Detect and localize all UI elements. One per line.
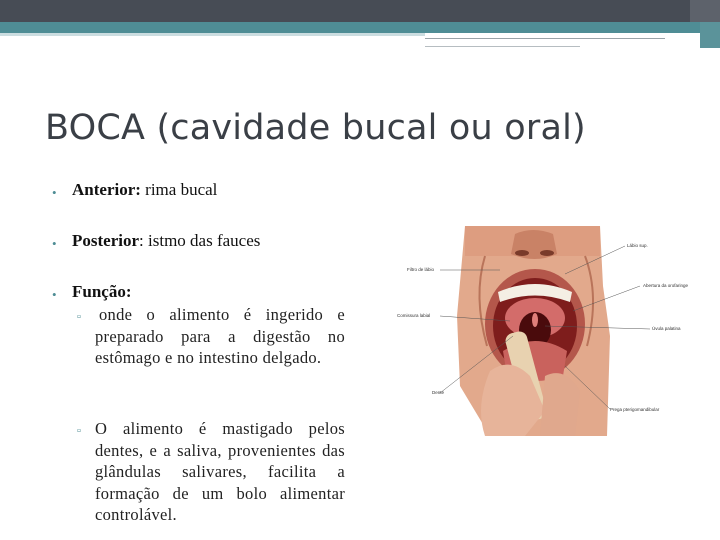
header-side-block (700, 22, 720, 48)
figure-label: Comissura labial (397, 313, 431, 318)
header-bar-light (0, 33, 425, 36)
mouth-illustration-svg (395, 226, 695, 436)
header-bar-corner (690, 0, 720, 22)
bullet-anterior (72, 180, 217, 200)
slide-title: BOCA (cavidade bucal ou oral) (45, 108, 586, 148)
sub-bullet-icon: ▫ (77, 425, 81, 437)
bullet-funcao-label: Função: (72, 282, 132, 301)
figure-label: Lábio sup. (627, 243, 648, 248)
bullet-posterior-text: : istmo das fauces (139, 231, 261, 250)
header-bar-dark (0, 0, 720, 22)
sub-bullet-icon: ▫ (77, 311, 81, 323)
figure-label: Filtro de lábio (407, 267, 435, 272)
header-bar-teal (0, 22, 720, 33)
sub-item-ingestao: onde o alimento é ingerido e preparado para a digestão no estômago e no intestino delgado. (95, 305, 345, 367)
header-rule-short (425, 46, 580, 47)
sub-item-mastigacao: O alimento é mastigado pelos dentes, e a saliva, provenientes das glândulas salivares, facilita a formação de um bolo alimentar controlável. (95, 419, 345, 524)
bullet-anterior-text: rima bucal (140, 180, 218, 199)
bullet-posterior (72, 231, 260, 251)
figure-label: Úvula palatina (652, 326, 681, 331)
bullet-funcao (72, 282, 132, 302)
mouth-anatomy-illustration (395, 226, 695, 436)
bullet-posterior-label: Posterior (72, 231, 140, 250)
bullet-dot-icon: • (52, 287, 57, 302)
header-rule (425, 38, 665, 39)
bullet-dot-icon: • (52, 185, 57, 200)
bullet-anterior-label: Anterior: (72, 180, 141, 199)
figure-label: Abertura da orofaringe (643, 283, 689, 288)
figure-label: Dente (432, 390, 445, 395)
figure-label: Prega pterigomandibular (610, 407, 660, 412)
bullet-dot-icon: • (52, 236, 57, 251)
